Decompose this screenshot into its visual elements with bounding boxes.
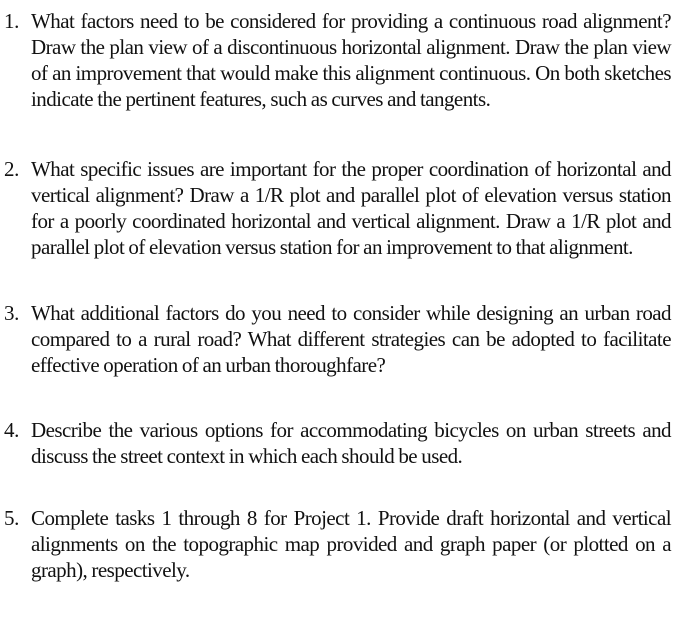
question-number: 5. xyxy=(4,506,19,530)
question-text: What additional factors do you need to consider while designing an urban road compared to a rural road? What different strategies can be adopted to facilitate effective operation of an urban thoroughfare? xyxy=(31,301,671,377)
question-text: Complete tasks 1 through 8 for Project 1. Provide draft horizontal and vertical alignments on the topographic map provided and graph paper (or plotted on a graph), respectively. xyxy=(31,506,671,582)
question-text: What specific issues are important for the proper coordination of horizontal and vertical alignment? Draw a 1/R plot and parallel plot of elevation versus station for a poorly coordinated horizontal and vertical alignment. Draw a 1/R plot and parallel plot of elevation versus station for an improvement to that alignment. xyxy=(31,157,671,259)
question-number: 2. xyxy=(4,157,19,181)
question-text: Describe the various options for accommodating bicycles on urban streets and discuss the street context in which each should be used. xyxy=(31,418,671,468)
question-number: 1. xyxy=(4,9,19,33)
question-number: 3. xyxy=(4,301,19,325)
question-text: What factors need to be considered for providing a continuous road alignment? Draw the plan view of a discontinuous horizontal alignment. Draw the plan view of an improvement that would make this alignment continuous. On both sketches indicate the pertinent features, such as curves and tangents. xyxy=(31,9,671,111)
question-number: 4. xyxy=(4,418,19,442)
